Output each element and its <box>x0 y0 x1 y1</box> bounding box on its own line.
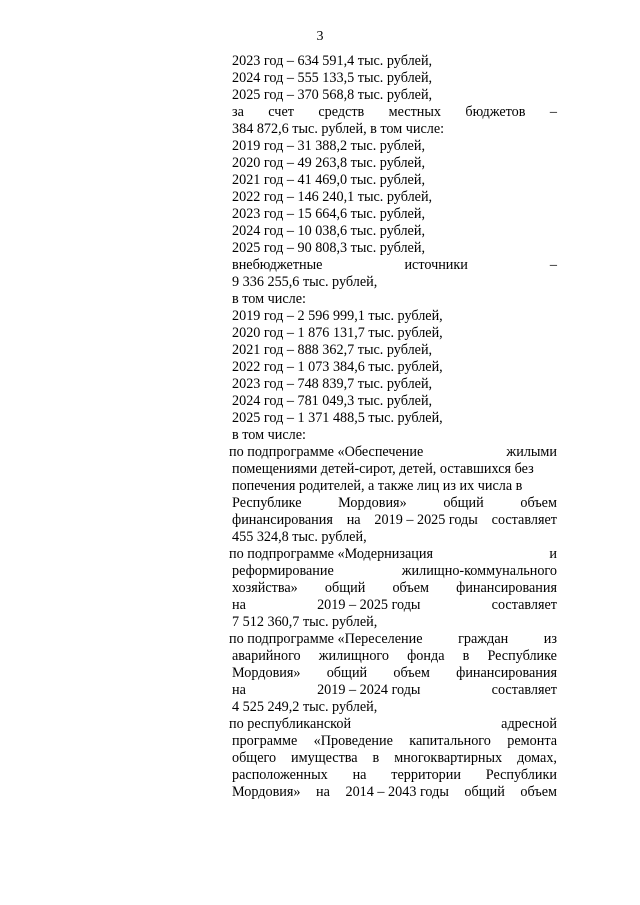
text-line: 2025 год – 370 568,8 тыс. рублей, <box>232 87 433 103</box>
text-line <box>229 444 557 461</box>
text-word: имущества <box>291 750 358 766</box>
text-line: 2020 год – 49 263,8 тыс. рублей, <box>232 155 425 171</box>
text-line <box>232 512 557 529</box>
text-word: общий <box>443 495 484 511</box>
text-line <box>232 767 557 784</box>
text-line: 2025 год – 90 808,3 тыс. рублей, <box>232 240 425 256</box>
text-word: реформирование <box>232 563 334 579</box>
text-word: местных <box>388 104 442 120</box>
text-line: 455 324,8 тыс. рублей, <box>232 529 367 545</box>
text-word: составляет <box>491 597 557 613</box>
text-word: программе <box>232 733 298 749</box>
text-line: в том числе: <box>232 427 306 443</box>
text-line: 2023 год – 634 591,4 тыс. рублей, <box>232 53 433 69</box>
text-line: 384 872,6 тыс. рублей, в том числе: <box>232 121 445 137</box>
text-word: по республиканской <box>229 716 352 732</box>
text-word: жилищного <box>318 648 389 664</box>
text-word: Республике <box>232 495 302 511</box>
text-word: составляет <box>491 512 557 528</box>
text-word: внебюджетные <box>232 257 323 273</box>
text-line <box>232 784 557 801</box>
text-word: Республике <box>487 648 557 664</box>
text-line: попечения родителей, а также лиц из их числа в <box>232 478 523 494</box>
text-word: на <box>316 784 330 800</box>
text-word: по подпрограмме «Модернизация <box>229 546 433 562</box>
text-word: на <box>346 512 361 528</box>
text-line: 9 336 255,6 тыс. рублей, <box>232 274 378 290</box>
text-word: 2019 – 2024 годы <box>317 682 421 698</box>
text-line: 4 525 249,2 тыс. рублей, <box>232 699 378 715</box>
text-word: общий <box>324 580 366 596</box>
text-word: по подпрограмме «Переселение <box>229 631 423 647</box>
text-word: расположенных <box>232 767 328 783</box>
text-word: Мордовия» <box>232 665 301 681</box>
text-line: 2021 год – 888 362,7 тыс. рублей, <box>232 342 433 358</box>
text-word: 2019 – 2025 годы <box>374 512 478 528</box>
text-word: многоквартирных <box>394 750 503 766</box>
text-line: 2019 год – 2 596 999,1 тыс. рублей, <box>232 308 443 324</box>
text-line <box>232 750 557 767</box>
text-word: источники <box>404 257 468 273</box>
text-line <box>232 257 557 274</box>
text-word: в <box>372 750 380 766</box>
text-word: составляет <box>491 682 557 698</box>
text-word: финансирования <box>456 665 557 681</box>
text-line: 2022 год – 146 240,1 тыс. рублей, <box>232 189 433 205</box>
text-word: за <box>232 104 244 120</box>
text-line <box>232 682 557 699</box>
text-line: 2024 год – 10 038,6 тыс. рублей, <box>232 223 425 239</box>
text-word: средств <box>318 104 365 120</box>
text-word: «Проведение <box>313 733 393 749</box>
text-word: жилищно-коммунального <box>401 563 557 579</box>
text-word: объем <box>393 665 430 681</box>
text-word: по подпрограмме «Обеспечение <box>229 444 424 460</box>
text-word: капитального <box>409 733 491 749</box>
text-word: на <box>232 597 246 613</box>
text-line <box>232 495 557 512</box>
text-word: финансирования <box>456 580 557 596</box>
page-number: 3 <box>316 29 324 44</box>
text-word: Мордовия» <box>232 784 301 800</box>
text-line <box>232 665 557 682</box>
text-word: граждан <box>458 631 509 647</box>
text-line <box>229 631 557 648</box>
text-line <box>232 648 557 665</box>
text-word: жилыми <box>506 444 557 460</box>
text-line: 2024 год – 781 049,3 тыс. рублей, <box>232 393 433 409</box>
text-word: хозяйства» <box>232 580 298 596</box>
text-line: помещениями детей-сирот, детей, оставшихся без <box>232 461 534 477</box>
text-word: – <box>549 104 557 120</box>
text-word: финансирования <box>232 512 333 528</box>
text-line: 2023 год – 748 839,7 тыс. рублей, <box>232 376 433 392</box>
text-word: территории <box>391 767 461 783</box>
text-line <box>232 597 557 614</box>
text-word: аварийного <box>232 648 301 664</box>
text-word: объем <box>520 784 557 800</box>
text-line: 2020 год – 1 876 131,7 тыс. рублей, <box>232 325 443 341</box>
text-line: 7 512 360,7 тыс. рублей, <box>232 614 378 630</box>
text-word: общий <box>326 665 368 681</box>
text-word: адресной <box>501 716 557 732</box>
text-line <box>229 546 557 563</box>
text-word: и <box>549 546 557 562</box>
text-word: домах, <box>517 750 557 766</box>
text-line: 2025 год – 1 371 488,5 тыс. рублей, <box>232 410 443 426</box>
text-line: 2021 год – 41 469,0 тыс. рублей, <box>232 172 425 188</box>
text-line <box>229 716 557 733</box>
text-word: на <box>232 682 246 698</box>
text-word: общий <box>464 784 505 800</box>
text-line: 2024 год – 555 133,5 тыс. рублей, <box>232 70 433 86</box>
text-line: 2023 год – 15 664,6 тыс. рублей, <box>232 206 425 222</box>
text-line: в том числе: <box>232 291 306 307</box>
text-line: 2019 год – 31 388,2 тыс. рублей, <box>232 138 425 154</box>
text-word: объем <box>392 580 430 596</box>
text-word: Мордовия» <box>338 495 407 511</box>
text-word: счет <box>268 104 294 120</box>
text-word: в <box>462 648 470 664</box>
text-line <box>232 104 557 121</box>
text-word: Республики <box>485 767 557 783</box>
text-line <box>232 733 557 750</box>
text-word: 2019 – 2025 годы <box>317 597 421 613</box>
text-word: фонда <box>407 648 445 664</box>
text-word: из <box>543 631 557 647</box>
text-word: общего <box>232 750 277 766</box>
text-word: 2014 – 2043 годы <box>345 784 449 800</box>
document-body <box>229 53 557 801</box>
text-word: объем <box>520 495 557 511</box>
text-line: 2022 год – 1 073 384,6 тыс. рублей, <box>232 359 443 375</box>
text-word: на <box>352 767 367 783</box>
text-word: ремонта <box>507 733 557 749</box>
text-line <box>232 580 557 597</box>
text-word: – <box>549 257 557 273</box>
text-word: бюджетов <box>465 104 526 120</box>
text-line <box>232 563 557 580</box>
